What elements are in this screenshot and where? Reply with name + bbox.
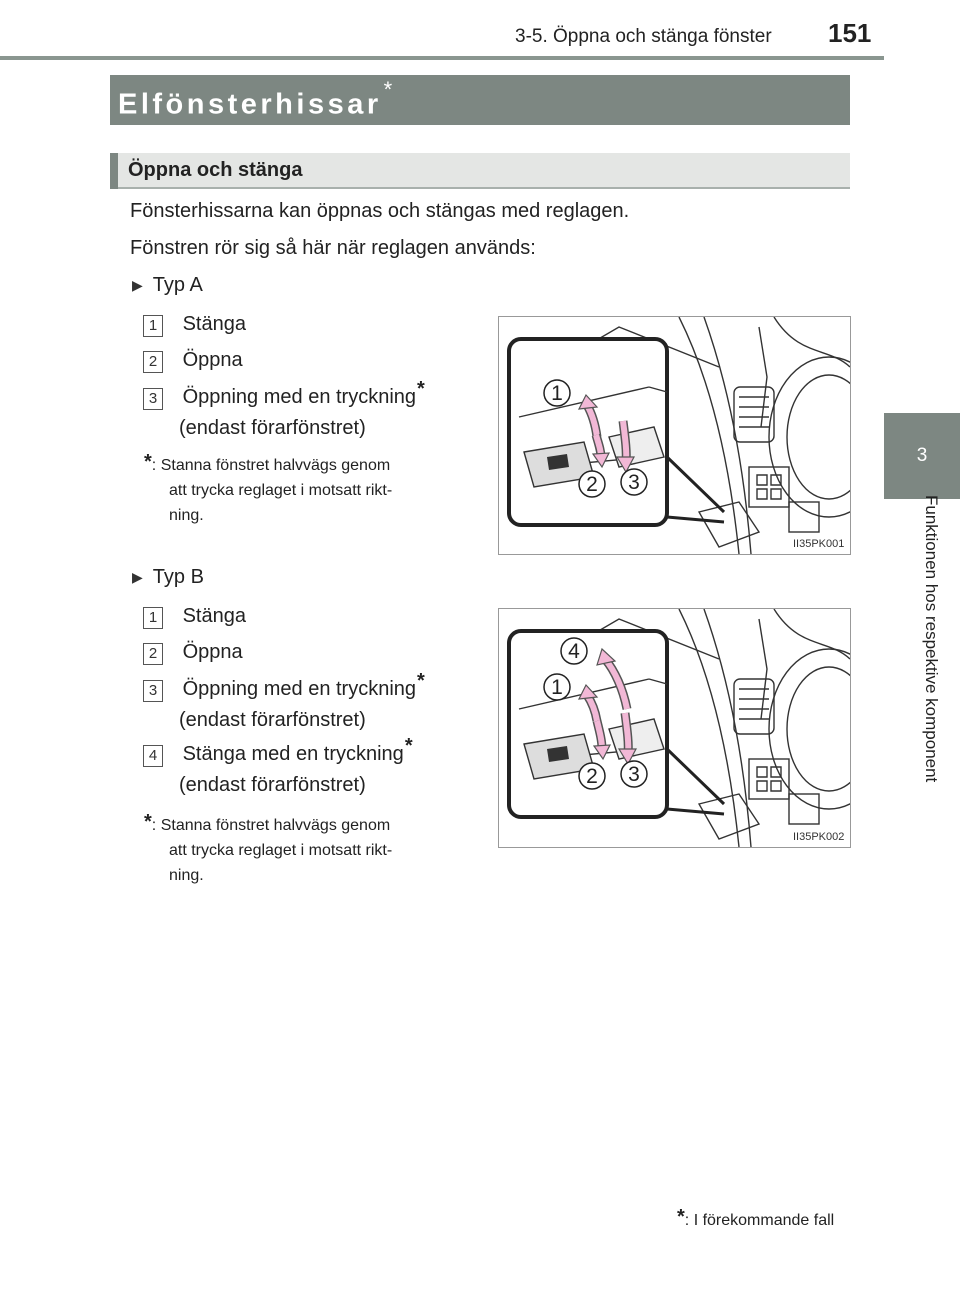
window-switch-illustration-b xyxy=(499,609,850,847)
figure-label: 1 xyxy=(551,382,563,405)
zoom-callout-panel xyxy=(509,339,724,525)
figure-code: II35PK001 xyxy=(793,538,845,550)
main-heading-title: Elfönsterhissar xyxy=(118,88,382,121)
main-heading-banner xyxy=(110,75,850,125)
type-a-item-2 xyxy=(143,349,243,373)
type-b-item-4 xyxy=(143,735,413,767)
note-line: ning. xyxy=(169,867,204,884)
figure-label: 3 xyxy=(628,763,640,786)
triangle-bullet-icon: ▶ xyxy=(132,569,143,585)
footnote xyxy=(676,1208,834,1231)
type-b-item-1 xyxy=(143,605,246,629)
item-label: Öppning med en tryckning xyxy=(182,386,417,408)
zoom-callout-panel xyxy=(509,631,724,817)
figure-code: II35PK002 xyxy=(793,831,845,843)
main-heading xyxy=(118,77,396,122)
item-label: Stänga xyxy=(182,313,246,335)
footnote-text: : I förekommande fall xyxy=(684,1212,835,1229)
item-label: Stänga med en tryckning xyxy=(182,743,404,765)
triangle-bullet-icon: ▶ xyxy=(132,277,143,293)
intro-line-1: Fönsterhissarna kan öppnas och stängas med reglagen. xyxy=(130,200,630,222)
type-b-title: Typ B xyxy=(152,566,204,588)
sub-heading: Öppna och stänga xyxy=(128,159,303,181)
item-label: Öppning med en tryckning xyxy=(182,678,417,700)
item-number-badge: 2 xyxy=(143,351,163,373)
note-line: ning. xyxy=(169,507,204,524)
item-label: Öppna xyxy=(182,641,243,663)
footnote-star: * xyxy=(677,1206,685,1228)
window-switch-illustration-a xyxy=(499,317,850,554)
note-line: att trycka reglaget i motsatt rikt- xyxy=(169,842,393,859)
note-line: att trycka reglaget i motsatt rikt- xyxy=(169,482,393,499)
figure-type-a xyxy=(498,316,851,555)
figure-label: 4 xyxy=(568,640,580,663)
note-colon: : xyxy=(151,457,157,474)
figure-label: 2 xyxy=(586,765,598,788)
item-label: Stänga xyxy=(182,605,246,627)
type-a-item-1 xyxy=(143,313,246,337)
footnote-star: * xyxy=(417,670,425,692)
item-number-badge: 2 xyxy=(143,643,163,665)
figure-label: 3 xyxy=(628,471,640,494)
type-a-item-3 xyxy=(143,378,425,410)
note-line: Stanna fönstret halvvägs genom xyxy=(160,457,391,474)
item-number-badge: 3 xyxy=(143,680,163,702)
main-heading-mark: * xyxy=(383,77,396,102)
section-title: 3-5. Öppna och stänga fönster xyxy=(515,26,772,47)
intro-line-2: Fönstren rör sig så här när reglagen används: xyxy=(130,237,536,259)
type-b-note xyxy=(143,812,463,888)
type-b-item-3-sub: (endast förarfönstret) xyxy=(179,709,366,731)
type-a-item-3-sub: (endast förarfönstret) xyxy=(179,417,366,439)
item-number-badge: 1 xyxy=(143,607,163,629)
chapter-tab: 3 xyxy=(884,413,960,499)
figure-label: 1 xyxy=(551,676,563,699)
chapter-label: Funktionen hos respektive komponent xyxy=(922,495,941,783)
type-b-item-2 xyxy=(143,641,243,665)
note-star: * xyxy=(144,811,152,833)
item-label: Öppna xyxy=(182,349,243,371)
figure-label: 2 xyxy=(586,473,598,496)
figure-type-b xyxy=(498,608,851,848)
note-line: Stanna fönstret halvvägs genom xyxy=(160,817,391,834)
sub-heading-banner xyxy=(110,153,850,189)
type-b-item-4-sub: (endast förarfönstret) xyxy=(179,774,366,796)
note-star: * xyxy=(144,451,152,473)
type-b-heading xyxy=(132,566,204,589)
item-number-badge: 3 xyxy=(143,388,163,410)
type-a-title: Typ A xyxy=(152,274,203,296)
type-b-item-3 xyxy=(143,670,425,702)
page-number: 151 xyxy=(828,18,872,48)
header-rule xyxy=(0,56,884,60)
note-colon: : xyxy=(151,817,157,834)
type-a-heading xyxy=(132,274,203,297)
item-number-badge: 1 xyxy=(143,315,163,337)
footnote-star: * xyxy=(417,378,425,400)
footnote-star: * xyxy=(404,735,413,757)
type-a-note xyxy=(143,452,463,528)
item-number-badge: 4 xyxy=(143,745,163,767)
sub-heading-bar xyxy=(110,153,118,189)
